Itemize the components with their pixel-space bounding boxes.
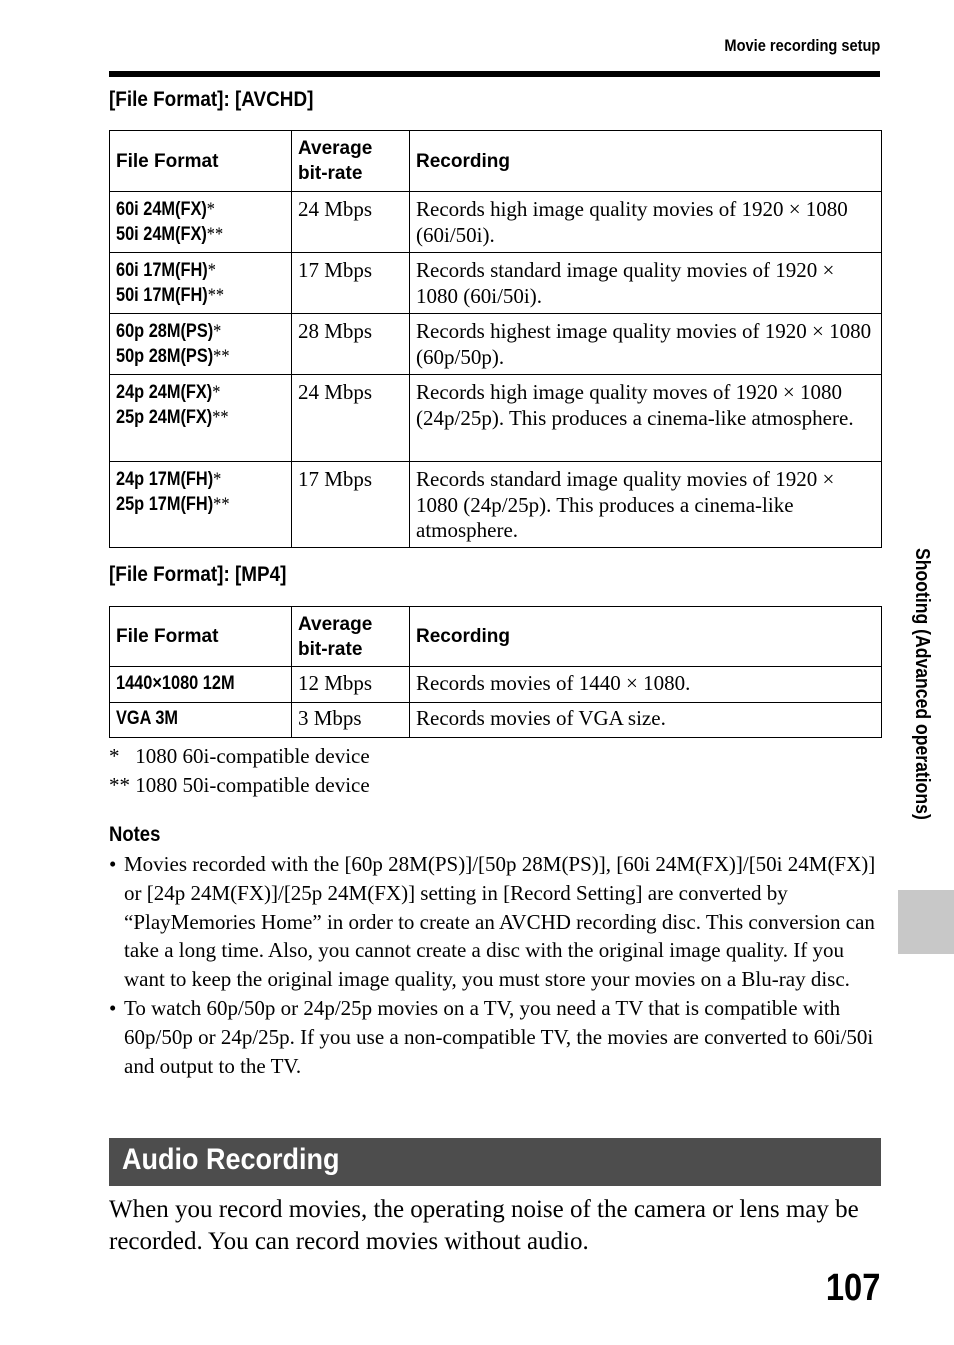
running-header: Movie recording setup bbox=[724, 36, 880, 55]
table-header-row bbox=[110, 131, 882, 192]
recording-description: Records movies of VGA size. bbox=[416, 706, 666, 730]
format-name: 60i 24M(FX)* bbox=[116, 199, 215, 220]
format-name: 24p 17M(FH)* bbox=[116, 469, 222, 490]
recording-description: Records high image quality moves of 1920 × 1080 (24p/25p). This produces a cinema-like atmosphere. bbox=[416, 380, 854, 430]
column-header-average: Average bbox=[298, 138, 373, 159]
bullet: • bbox=[109, 995, 117, 1020]
list-item bbox=[109, 994, 884, 1080]
recording-description: Records standard image quality movies of 1920 × 1080 (60i/50i). bbox=[416, 258, 835, 308]
format-name: VGA 3M bbox=[116, 708, 179, 729]
avchd-heading: [File Format]: [AVCHD] bbox=[109, 88, 314, 111]
format-name: 50i 17M(FH)** bbox=[116, 285, 225, 306]
note-text: Movies recorded with the [60p 28M(PS)]/[50p 28M(PS)], [60i 24M(FX)]/[50i 24M(FX)] or [24p 24M(FX)]/[25p 24M(FX)] setting in [Record Setting] are converted by “PlayMemories Home” in order to create an AVCHD recording disc. This conversion can take a long time. Also, you cannot create a disc with the original image quality. If you want to keep the original image quality, you must store your movies on a Blu-ray disc. bbox=[124, 852, 876, 992]
section-title: Audio Recording bbox=[122, 1143, 340, 1176]
table-row bbox=[110, 253, 882, 314]
table-row bbox=[110, 314, 882, 375]
side-tab-label: Shooting (Advanced operations) bbox=[911, 548, 933, 820]
format-name: 50i 24M(FX)** bbox=[116, 224, 224, 245]
column-header-file-format: File Format bbox=[116, 626, 219, 647]
note-text: To watch 60p/50p or 24p/25p movies on a TV, you need a TV that is compatible with 60p/50p or 24p/25p. If you use a non-compatible TV, the movies are converted to 60i/50i and output to the TV. bbox=[124, 995, 874, 1078]
format-name: 50p 28M(PS)** bbox=[116, 346, 230, 367]
recording-description: Records standard image quality movies of 1920 × 1080 (24p/25p). This produces a cinema-like atmosphere. bbox=[416, 467, 835, 542]
format-name: 24p 24M(FX)* bbox=[116, 382, 221, 403]
footnote-50i: ** 1080 50i-compatible device bbox=[109, 773, 370, 797]
table-row bbox=[110, 375, 882, 462]
bit-rate-value: 12 Mbps bbox=[298, 671, 373, 695]
bit-rate-value: 28 Mbps bbox=[298, 319, 373, 343]
format-name: 60i 17M(FH)* bbox=[116, 260, 216, 281]
recording-description: Records movies of 1440 × 1080. bbox=[416, 671, 691, 695]
column-header-recording: Recording bbox=[416, 150, 510, 172]
table-row bbox=[110, 703, 882, 738]
bit-rate-value: 24 Mbps bbox=[298, 380, 373, 404]
column-header-recording: Recording bbox=[416, 626, 510, 647]
format-name: 25p 24M(FX)** bbox=[116, 407, 229, 428]
bit-rate-value: 24 Mbps bbox=[298, 197, 373, 221]
bullet: • bbox=[109, 852, 117, 876]
footnote-60i: * 1080 60i-compatible device bbox=[109, 744, 370, 768]
table-header-row bbox=[110, 607, 882, 667]
list-item bbox=[109, 850, 884, 994]
mp4-table bbox=[109, 606, 882, 738]
section-body: When you record movies, the operating noise of the camera or lens may be recorded. You can record movies without audio. bbox=[109, 1196, 859, 1255]
bit-rate-value: 17 Mbps bbox=[298, 467, 373, 491]
notes-list bbox=[109, 850, 884, 1080]
avchd-table bbox=[109, 130, 882, 548]
format-name: 60p 28M(PS)* bbox=[116, 321, 222, 342]
mp4-heading: [File Format]: [MP4] bbox=[109, 563, 287, 586]
column-header-bit-rate: bit-rate bbox=[298, 163, 363, 184]
format-name: 25p 17M(FH)** bbox=[116, 494, 230, 515]
table-row bbox=[110, 667, 882, 703]
side-tab-label-wrapper bbox=[909, 548, 935, 878]
bit-rate-value: 17 Mbps bbox=[298, 258, 373, 282]
notes-title: Notes bbox=[109, 823, 161, 846]
recording-description: Records highest image quality movies of 1920 × 1080 (60p/50p). bbox=[416, 319, 872, 369]
column-header-bit-rate: bit-rate bbox=[298, 638, 363, 660]
table-row bbox=[110, 192, 882, 253]
bit-rate-value: 3 Mbps bbox=[298, 706, 362, 730]
page-number: 107 bbox=[825, 1267, 880, 1309]
column-header-average: Average bbox=[298, 613, 373, 635]
section-banner bbox=[109, 1138, 881, 1186]
column-header-file-format: File Format bbox=[116, 150, 219, 172]
header-rule bbox=[109, 71, 880, 77]
format-name: 1440×1080 12M bbox=[116, 673, 235, 694]
recording-description: Records high image quality movies of 1920 × 1080 (60i/50i). bbox=[416, 197, 848, 247]
side-tab-marker bbox=[898, 890, 954, 954]
table-row bbox=[110, 462, 882, 548]
